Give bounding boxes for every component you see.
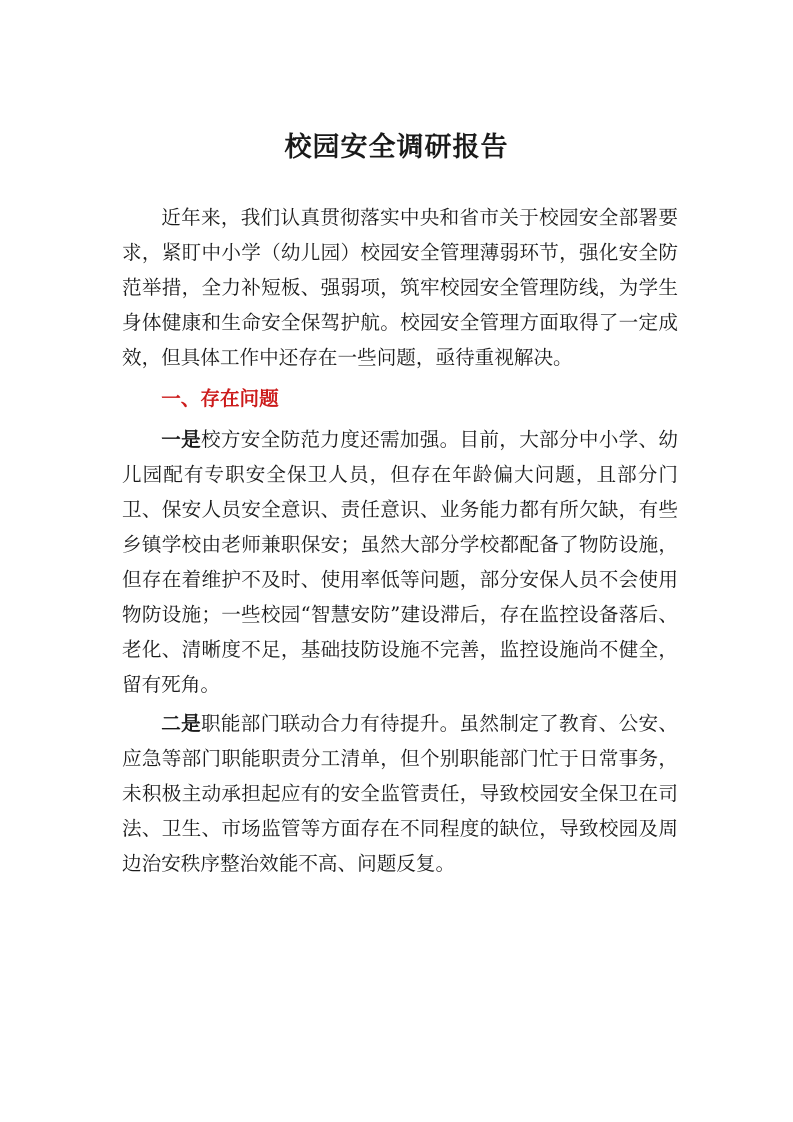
document-title: 校园安全调研报告 <box>284 132 509 163</box>
problem-paragraph-1 <box>122 422 678 702</box>
intro-paragraph: 近年来，我们认真贯彻落实中央和省市关于校园安全部署要求，紧盯中小学（幼儿园）校园安全管理薄弱环节，强化安全防范举措，全力补短板、强弱项，筑牢校园安全管理防线，为学生身体健康和生命安全保驾护航。校园安全管理方面取得了一定成效，但具体工作中还存在一些问题，亟待重视解决。 <box>122 206 678 369</box>
problem-text-1: 校方安全防范力度还需加强。目前，大部分中小学、幼儿园配有专职安全保卫人员，但存在年龄偏大问题，且部分门卫、保安人员安全意识、责任意识、业务能力都有所欠缺，有些乡镇学校由老师兼职保安；虽然大部分学校都配备了物防设施，但存在着维护不及时、使用率低等问题，部分安保人员不会使用物防设施；一些校园“智慧安防”建设滞后，存在监控设备落后、老化、清晰度不足，基础技防设施不完善，监控设施尚不健全，留有死角。 <box>122 428 679 696</box>
problem-paragraph-2 <box>122 706 678 881</box>
document-body <box>122 200 678 881</box>
problem-text-2: 职能部门联动合力有待提升。虽然制定了教育、公安、应急等部门职能职责分工清单，但个别职能部门忙于日常事务，未积极主动承担起应有的安全监管责任，导致校园安全保卫在司法、卫生、市场监管等方面存在不同程度的缺位，导致校园及周边治安秩序整治效能不高、问题反复。 <box>122 712 679 875</box>
problem-lead-1: 一是 <box>161 428 201 451</box>
problem-lead-2: 二是 <box>161 712 201 735</box>
section-heading: 一、存在问题 <box>161 387 279 410</box>
